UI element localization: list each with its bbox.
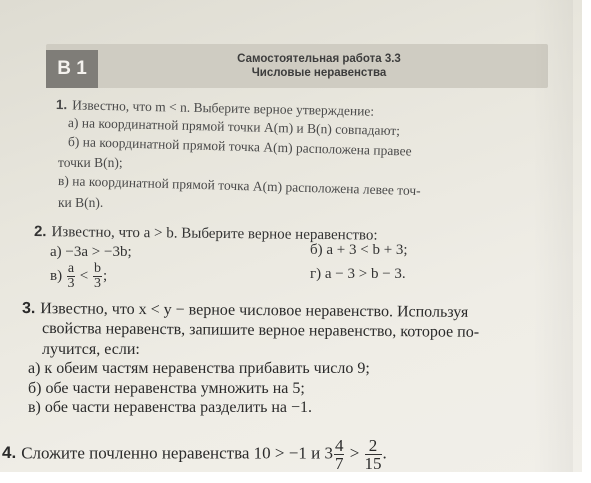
task1-option-c-line2: ки B(n). <box>58 195 104 210</box>
task3-line1-text: Известно, что x < y − верное числовое неравенство. Используя <box>40 300 469 321</box>
task2-option-a: а) −3a > −3b; <box>50 244 132 260</box>
punctuation: . <box>382 443 387 463</box>
section-title <box>214 52 424 80</box>
relation-sign: < <box>79 267 89 284</box>
fraction-numerator: b <box>94 261 102 276</box>
task4-line <box>2 437 387 472</box>
page-edge-shadow <box>533 0 573 472</box>
task1-option-b-line1: б) на координатной прямой точка A(m) расположена правее <box>67 134 412 159</box>
task4-text: Сложите почленно неравенства 10 > −1 и 3 <box>21 443 333 463</box>
task2-option-c <box>50 262 107 291</box>
task2-intro-text: Известно, что a > b. Выберите верное неравенство: <box>51 224 378 244</box>
mixed-fraction <box>334 437 345 472</box>
task1-number: 1. <box>55 97 68 113</box>
task1-option-b-line2: точки B(n); <box>58 155 123 170</box>
task2-option-c-label: в) <box>50 267 63 284</box>
fraction-numerator: 2 <box>365 437 382 455</box>
punctuation: ; <box>103 267 108 284</box>
task1-option-c-line1: в) на координатной прямой точка A(m) расположена левее точ- <box>57 173 421 199</box>
fraction-numerator: a <box>67 261 75 276</box>
task3-option-c: в) обе части неравенства разделить на −1. <box>28 399 313 416</box>
task2-option-d: г) a − 3 > b − 3. <box>310 266 406 282</box>
task3-line2: свойства неравенств, запишите верное неравенство, которое по- <box>41 320 480 341</box>
task1-option-a: а) на координатной прямой точки A(m) и B(n) совпадают; <box>67 115 401 139</box>
task3-line3: лучится, если: <box>42 341 140 358</box>
task3-option-a: а) к обеим частям неравенства прибавить число 9; <box>28 360 370 377</box>
task2-option-b: б) a + 3 < b + 3; <box>310 242 408 258</box>
fraction-numerator: 4 <box>334 436 344 455</box>
section-title-line2: Числовые неравенства <box>251 67 387 79</box>
task2-number: 2. <box>33 223 47 241</box>
fraction-2-over-15 <box>365 437 382 472</box>
fraction-denominator: 15 <box>364 454 382 472</box>
fraction-denominator: 3 <box>94 276 102 291</box>
variant-badge: В 1 <box>46 50 98 88</box>
fraction-b-over-3 <box>93 262 102 291</box>
fraction-denominator: 3 <box>67 276 75 291</box>
task1-intro-text: Известно, что m < n. Выберите верное утверждение: <box>72 97 375 119</box>
fraction-a-over-3 <box>67 262 75 291</box>
task3-option-b: б) обе части неравенства умножить на 5; <box>28 380 305 397</box>
task4-number: 4. <box>2 443 17 463</box>
fraction-denominator: 7 <box>334 454 344 472</box>
section-title-line1: Самостоятельная работа 3.3 <box>237 53 401 65</box>
task3-number: 3. <box>21 300 36 318</box>
task3-line1 <box>22 300 468 322</box>
relation-sign: > <box>349 443 360 463</box>
